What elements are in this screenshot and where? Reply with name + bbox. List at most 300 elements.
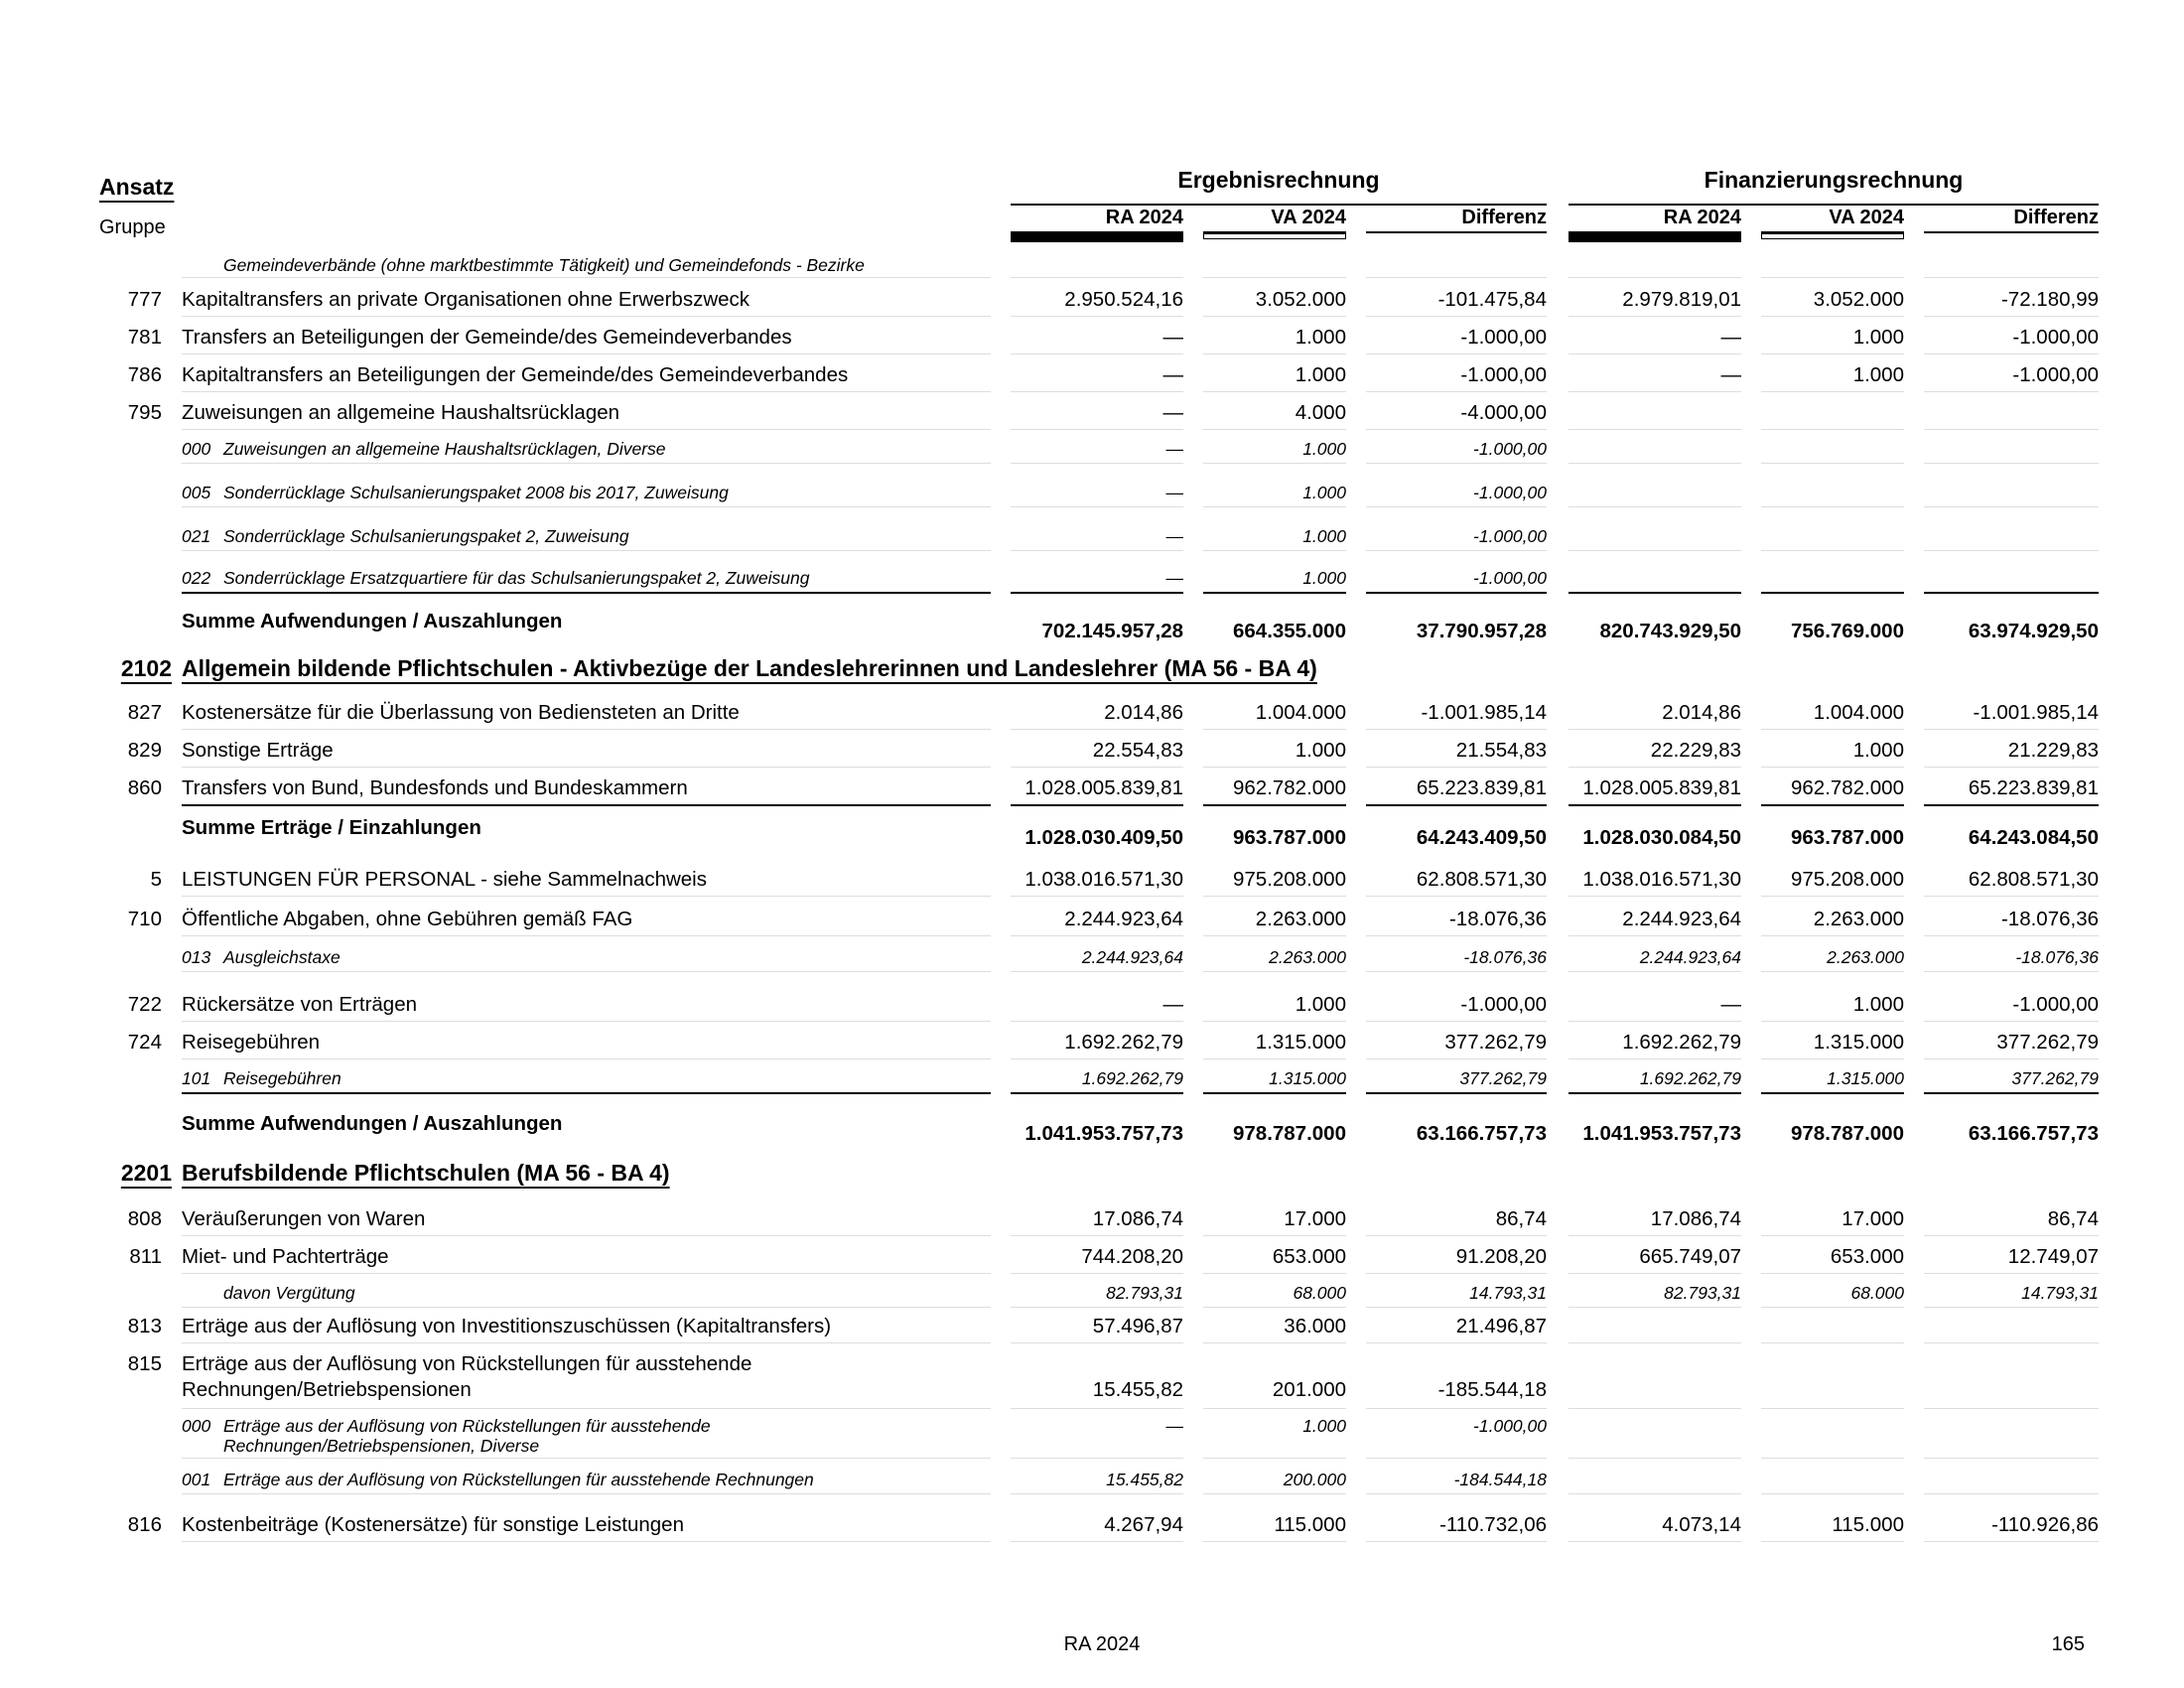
value-cell: -18.076,36 (1448, 908, 1547, 930)
cell-rule (1203, 1493, 1346, 1494)
label-rule (182, 804, 991, 806)
column-header: Differenz (2013, 207, 2099, 228)
cell-rule (1011, 896, 1183, 897)
value-cell: 1.000 (1302, 526, 1346, 546)
cell-rule (1569, 1021, 1741, 1022)
cell-rule (1011, 1342, 1183, 1343)
value-cell: 978.787.000 (1790, 1122, 1904, 1145)
value-cell: 2.244.923,64 (1639, 947, 1741, 967)
value-cell: 744.208,20 (1081, 1245, 1183, 1268)
cell-rule (1203, 1408, 1346, 1409)
value-cell: 1.000 (1852, 363, 1904, 386)
value-cell: 115.000 (1832, 1513, 1904, 1536)
value-cell: 4.000 (1295, 401, 1346, 424)
cell-rule (1569, 506, 1741, 507)
value-cell: 2.263.000 (1255, 908, 1346, 930)
cell-rule (1366, 804, 1547, 806)
gruppe-header: Gruppe (99, 216, 166, 238)
cell-rule (1569, 429, 1741, 430)
value-cell: 1.004.000 (1813, 701, 1904, 724)
row-label: Miet- und Pachterträge (182, 1245, 389, 1268)
cell-rule (1011, 277, 1183, 278)
cell-rule (1761, 429, 1904, 430)
cell-rule (1366, 971, 1547, 972)
label-rule (182, 1058, 991, 1059)
value-cell: 1.315.000 (1813, 1031, 1904, 1054)
value-cell: 21.496,87 (1455, 1315, 1547, 1337)
ergebnisrechnung-rule (1011, 204, 1547, 206)
value-cell: 65.223.839,81 (1968, 776, 2099, 799)
value-cell: -1.000,00 (1473, 568, 1547, 588)
cell-rule (1761, 391, 1904, 392)
value-cell: 1.000 (1295, 363, 1346, 386)
value-cell: 21.554,83 (1455, 739, 1547, 762)
cell-rule (1366, 729, 1547, 730)
row-label: davon Vergütung (223, 1283, 355, 1303)
cell-rule (1924, 971, 2099, 972)
value-cell: -1.000,00 (1460, 363, 1547, 386)
value-cell: 653.000 (1272, 1245, 1346, 1268)
cell-rule (1366, 1408, 1547, 1409)
row-code: 722 (127, 993, 162, 1016)
cell-rule (1761, 316, 1904, 317)
value-cell: — (1165, 1416, 1183, 1436)
cell-rule (1924, 1021, 2099, 1022)
value-cell: 1.041.953.757,73 (1582, 1122, 1741, 1145)
label-rule (182, 767, 991, 768)
value-cell: 21.229,83 (2007, 739, 2099, 762)
value-cell: 201.000 (1272, 1378, 1346, 1401)
sum-label: Summe Erträge / Einzahlungen (182, 816, 481, 839)
value-cell: -18.076,36 (1463, 947, 1547, 967)
actual-marker-bar (1569, 233, 1741, 242)
value-cell: 3.052.000 (1255, 288, 1346, 311)
value-cell: 63.974.929,50 (1968, 620, 2099, 642)
value-cell: 2.244.923,64 (1622, 908, 1741, 930)
cell-rule (1924, 550, 2099, 551)
cell-rule (1366, 463, 1547, 464)
cell-rule (1761, 1235, 1904, 1236)
value-cell: — (1165, 439, 1183, 459)
page-number: 165 (2051, 1633, 2085, 1655)
label-rule (182, 1458, 991, 1459)
cell-rule (1761, 1541, 1904, 1542)
value-cell: -110.926,86 (1991, 1513, 2099, 1536)
row-label: Kostenbeiträge (Kostenersätze) für sonstige Leistungen (182, 1513, 684, 1536)
row-code: 829 (127, 739, 162, 762)
cell-rule (1011, 550, 1183, 551)
cell-rule (1011, 391, 1183, 392)
value-cell: -1.001.985,14 (1973, 701, 2099, 724)
cell-rule (1569, 767, 1741, 768)
value-cell: 1.000 (1295, 326, 1346, 349)
cell-rule (1569, 550, 1741, 551)
value-cell: 36.000 (1284, 1315, 1346, 1337)
cell-rule (1203, 935, 1346, 936)
row-code: 777 (127, 288, 162, 311)
row-code: 724 (127, 1031, 162, 1054)
cell-rule (1011, 1541, 1183, 1542)
label-rule (182, 1273, 991, 1274)
value-cell: 22.554,83 (1092, 739, 1183, 762)
cell-rule (1203, 767, 1346, 768)
cell-rule (1366, 391, 1547, 392)
value-cell: 702.145.957,28 (1041, 620, 1183, 642)
value-cell: — (1162, 326, 1183, 349)
row-label: Kapitaltransfers an Beteiligungen der Gemeinde/des Gemeindeverbandes (182, 363, 849, 386)
value-cell: 63.166.757,73 (1416, 1122, 1547, 1145)
ansatz-header: Ansatz (99, 174, 175, 200)
cell-rule (1366, 506, 1547, 507)
cell-rule (1366, 935, 1547, 936)
value-cell: -110.732,06 (1439, 1513, 1547, 1536)
row-label: Kapitaltransfers an private Organisationen ohne Erwerbszweck (182, 288, 751, 311)
cell-rule (1569, 804, 1741, 806)
value-cell: 963.787.000 (1232, 826, 1346, 849)
label-rule (182, 592, 991, 594)
cell-rule (1924, 277, 2099, 278)
label-rule (182, 1021, 991, 1022)
value-cell: 37.790.957,28 (1416, 620, 1547, 642)
value-cell: — (1720, 326, 1741, 349)
cell-rule (1569, 1273, 1741, 1274)
cell-rule (1366, 1058, 1547, 1059)
cell-rule (1011, 729, 1183, 730)
cell-rule (1761, 592, 1904, 594)
value-cell: -1.000,00 (2012, 326, 2099, 349)
section-code: 2102 (120, 655, 172, 681)
value-cell: 17.000 (1284, 1207, 1346, 1230)
row-label: Sonstige Erträge (182, 739, 334, 762)
cell-rule (1011, 1408, 1183, 1409)
cell-rule (1924, 804, 2099, 806)
value-cell: 756.769.000 (1790, 620, 1904, 642)
cell-rule (1761, 896, 1904, 897)
cell-rule (1761, 1273, 1904, 1274)
cell-rule (1011, 971, 1183, 972)
cell-rule (1366, 1541, 1547, 1542)
cell-rule (1569, 391, 1741, 392)
value-cell: 62.808.571,30 (1968, 868, 2099, 891)
value-cell: 664.355.000 (1232, 620, 1346, 642)
cell-rule (1011, 463, 1183, 464)
label-rule (182, 1092, 991, 1094)
cell-rule (1924, 316, 2099, 317)
value-cell: 1.028.030.084,50 (1582, 826, 1741, 849)
row-label: Erträge aus der Auflösung von Rückstellungen für ausstehende Rechnungen (223, 1470, 814, 1489)
column-header: RA 2024 (1105, 207, 1183, 228)
cell-rule (1569, 1342, 1741, 1343)
value-cell: 1.038.016.571,30 (1582, 868, 1741, 891)
value-cell: 200.000 (1283, 1470, 1346, 1489)
row-label: Öffentliche Abgaben, ohne Gebühren gemäß FAG (182, 908, 633, 930)
cell-rule (1011, 804, 1183, 806)
row-code: 816 (127, 1513, 162, 1536)
value-cell: 68.000 (1293, 1283, 1346, 1303)
value-cell: 2.244.923,64 (1064, 908, 1183, 930)
cell-rule (1924, 1307, 2099, 1308)
cell-rule (1203, 1092, 1346, 1094)
cell-rule (1761, 1021, 1904, 1022)
cell-rule (1203, 550, 1346, 551)
value-cell: 17.086,74 (1092, 1207, 1183, 1230)
value-cell: 4.267,94 (1104, 1513, 1183, 1536)
value-cell: -1.000,00 (1460, 326, 1547, 349)
cell-rule (1924, 463, 2099, 464)
value-cell: 2.244.923,64 (1081, 947, 1183, 967)
cell-rule (1761, 1058, 1904, 1059)
budget-marker-bar (1761, 233, 1904, 239)
row-code: 781 (127, 326, 162, 349)
section-title: Berufsbildende Pflichtschulen (MA 56 - BA 4) (182, 1160, 670, 1186)
cell-rule (1569, 277, 1741, 278)
value-cell: 1.041.953.757,73 (1024, 1122, 1183, 1145)
cell-rule (1569, 1058, 1741, 1059)
value-cell: 86,74 (2047, 1207, 2099, 1230)
value-cell: 1.000 (1295, 993, 1346, 1016)
cell-rule (1924, 1092, 2099, 1094)
cell-rule (1761, 971, 1904, 972)
cell-rule (1011, 935, 1183, 936)
cell-rule (1569, 896, 1741, 897)
cell-rule (1203, 1273, 1346, 1274)
value-cell: -1.000,00 (1460, 993, 1547, 1016)
value-cell: — (1720, 363, 1741, 386)
row-label: Rückersätze von Erträgen (182, 993, 418, 1016)
budget-marker-bar (1203, 233, 1346, 239)
finanzierungsrechnung-title: Finanzierungsrechnung (1704, 167, 1964, 193)
row-label: Reisegebühren (223, 1068, 341, 1088)
value-cell: -185.544,18 (1437, 1378, 1547, 1401)
value-cell: 2.263.000 (1827, 947, 1904, 967)
value-cell: 1.000 (1302, 1416, 1346, 1436)
row-label-continued: Rechnungen/Betriebspensionen (182, 1378, 472, 1401)
value-cell: 978.787.000 (1232, 1122, 1346, 1145)
value-cell: — (1720, 993, 1741, 1016)
cell-rule (1203, 592, 1346, 594)
cell-rule (1761, 1342, 1904, 1343)
sub-code: 000 (182, 1416, 211, 1436)
cell-rule (1011, 1307, 1183, 1308)
value-cell: 1.000 (1302, 568, 1346, 588)
row-code: 827 (127, 701, 162, 724)
value-cell: -184.544,18 (1453, 1470, 1547, 1489)
cell-rule (1569, 592, 1741, 594)
row-label: Erträge aus der Auflösung von Rückstellungen für ausstehende (182, 1352, 752, 1375)
value-cell: 1.038.016.571,30 (1024, 868, 1183, 891)
cell-rule (1761, 1307, 1904, 1308)
value-cell: 1.315.000 (1827, 1068, 1904, 1088)
cell-rule (1011, 767, 1183, 768)
value-cell: 1.000 (1852, 993, 1904, 1016)
value-cell: 377.262,79 (1444, 1031, 1547, 1054)
cell-rule (1761, 1493, 1904, 1494)
value-cell: 62.808.571,30 (1416, 868, 1547, 891)
label-rule (182, 1408, 991, 1409)
value-cell: 15.455,82 (1092, 1378, 1183, 1401)
row-label: Gemeindeverbände (ohne marktbestimmte Tätigkeit) und Gemeindefonds - Bezirke (223, 255, 865, 275)
cell-rule (1924, 1493, 2099, 1494)
cell-rule (1366, 1307, 1547, 1308)
value-cell: 14.793,31 (2021, 1283, 2099, 1303)
cell-rule (1203, 1342, 1346, 1343)
label-rule (182, 896, 991, 897)
cell-rule (1203, 1235, 1346, 1236)
value-cell: 63.166.757,73 (1968, 1122, 2099, 1145)
sub-code: 021 (182, 526, 211, 546)
cell-rule (1366, 277, 1547, 278)
value-cell: 377.262,79 (1996, 1031, 2099, 1054)
value-cell: 4.073,14 (1662, 1513, 1741, 1536)
cell-rule (1761, 550, 1904, 551)
cell-rule (1011, 592, 1183, 594)
value-cell: 1.028.030.409,50 (1024, 826, 1183, 849)
row-code: 811 (129, 1245, 162, 1268)
cell-rule (1203, 391, 1346, 392)
value-cell: 1.692.262,79 (1639, 1068, 1741, 1088)
cell-rule (1366, 429, 1547, 430)
section-title: Allgemein bildende Pflichtschulen - Aktivbezüge der Landeslehrerinnen und Landeslehrer (MA 56 - BA 4) (182, 655, 1317, 681)
value-cell: — (1162, 363, 1183, 386)
sub-code: 013 (182, 947, 211, 967)
value-cell: 64.243.084,50 (1968, 826, 2099, 849)
row-label: Transfers von Bund, Bundesfonds und Bundeskammern (182, 776, 688, 799)
cell-rule (1924, 1058, 2099, 1059)
value-cell: -1.000,00 (1473, 1416, 1547, 1436)
cell-rule (1924, 935, 2099, 936)
value-cell: -1.001.985,14 (1421, 701, 1547, 724)
cell-rule (1761, 767, 1904, 768)
value-cell: -18.076,36 (2015, 947, 2099, 967)
footer-title: RA 2024 (1063, 1633, 1141, 1655)
row-label: Ausgleichstaxe (223, 947, 341, 967)
sum-label: Summe Aufwendungen / Auszahlungen (182, 1112, 563, 1135)
label-rule (182, 316, 991, 317)
value-cell: 82.793,31 (1664, 1283, 1741, 1303)
cell-rule (1924, 729, 2099, 730)
cell-rule (1366, 1342, 1547, 1343)
cell-rule (1761, 1408, 1904, 1409)
cell-rule (1761, 353, 1904, 354)
cell-rule (1366, 1458, 1547, 1459)
cell-rule (1366, 1493, 1547, 1494)
cell-rule (1366, 1235, 1547, 1236)
label-rule (182, 971, 991, 972)
cell-rule (1761, 1092, 1904, 1094)
row-label-continued: Rechnungen/Betriebspensionen, Diverse (223, 1436, 540, 1456)
cell-rule (1569, 316, 1741, 317)
value-cell: 1.315.000 (1269, 1068, 1346, 1088)
label-rule (182, 429, 991, 430)
value-cell: 820.743.929,50 (1599, 620, 1741, 642)
value-cell: — (1162, 401, 1183, 424)
value-cell: 1.692.262,79 (1081, 1068, 1183, 1088)
cell-rule (1366, 767, 1547, 768)
sub-code: 022 (182, 568, 211, 588)
label-rule (182, 506, 991, 507)
cell-rule (1366, 592, 1547, 594)
value-cell: 2.263.000 (1269, 947, 1346, 967)
cell-rule (1924, 1235, 2099, 1236)
cell-rule (1203, 463, 1346, 464)
value-cell: 57.496,87 (1092, 1315, 1183, 1337)
value-cell: 377.262,79 (2011, 1068, 2099, 1088)
value-cell: 1.692.262,79 (1064, 1031, 1183, 1054)
cell-rule (1924, 1342, 2099, 1343)
value-cell: 17.086,74 (1650, 1207, 1741, 1230)
section-code: 2201 (120, 1160, 172, 1186)
value-cell: 115.000 (1274, 1513, 1346, 1536)
value-cell: 1.000 (1302, 483, 1346, 502)
value-cell: 377.262,79 (1459, 1068, 1547, 1088)
value-cell: 962.782.000 (1790, 776, 1904, 799)
cell-rule (1924, 391, 2099, 392)
row-code: 795 (127, 401, 162, 424)
value-cell: 1.004.000 (1255, 701, 1346, 724)
cell-rule (1011, 429, 1183, 430)
cell-rule (1366, 1021, 1547, 1022)
cell-rule (1366, 316, 1547, 317)
row-label: Sonderrücklage Schulsanierungspaket 2, Zuweisung (223, 526, 629, 546)
value-cell: 12.749,07 (2007, 1245, 2099, 1268)
label-rule (182, 1541, 991, 1542)
value-cell: 68.000 (1850, 1283, 1904, 1303)
value-cell: 91.208,20 (1455, 1245, 1547, 1268)
finanzierungsrechnung-rule (1569, 204, 2099, 206)
cell-rule (1203, 353, 1346, 354)
cell-rule (1203, 804, 1346, 806)
value-cell: 1.028.005.839,81 (1024, 776, 1183, 799)
label-rule (182, 391, 991, 392)
value-cell: 1.000 (1295, 739, 1346, 762)
value-cell: -1.000,00 (2012, 993, 2099, 1016)
cell-rule (1924, 1458, 2099, 1459)
cell-rule (1761, 506, 1904, 507)
cell-rule (1203, 277, 1346, 278)
cell-rule (1011, 1458, 1183, 1459)
value-cell: 2.263.000 (1813, 908, 1904, 930)
label-rule (182, 463, 991, 464)
label-rule (182, 1493, 991, 1494)
row-code: 815 (127, 1352, 162, 1375)
value-cell: 1.028.005.839,81 (1582, 776, 1741, 799)
cell-rule (1203, 1541, 1346, 1542)
cell-rule (1761, 935, 1904, 936)
cell-rule (1011, 1058, 1183, 1059)
value-cell: -1.000,00 (1473, 439, 1547, 459)
cell-rule (1011, 316, 1183, 317)
cell-rule (1203, 896, 1346, 897)
row-code: 813 (127, 1315, 162, 1337)
value-cell: — (1165, 526, 1183, 546)
row-code: 5 (150, 868, 162, 891)
value-cell: 1.000 (1852, 739, 1904, 762)
cell-rule (1203, 971, 1346, 972)
cell-rule (1924, 506, 2099, 507)
ergebnisrechnung-title: Ergebnisrechnung (1177, 167, 1380, 193)
row-code: 786 (127, 363, 162, 386)
value-cell: 1.315.000 (1255, 1031, 1346, 1054)
cell-rule (1366, 550, 1547, 551)
cell-rule (1924, 592, 2099, 594)
cell-rule (1203, 316, 1346, 317)
column-header-rule (1366, 231, 1547, 233)
cell-rule (1569, 1541, 1741, 1542)
value-cell: 22.229,83 (1650, 739, 1741, 762)
value-cell: 962.782.000 (1232, 776, 1346, 799)
value-cell: 653.000 (1830, 1245, 1904, 1268)
row-label: Transfers an Beteiligungen der Gemeinde/des Gemeindeverbandes (182, 326, 792, 349)
